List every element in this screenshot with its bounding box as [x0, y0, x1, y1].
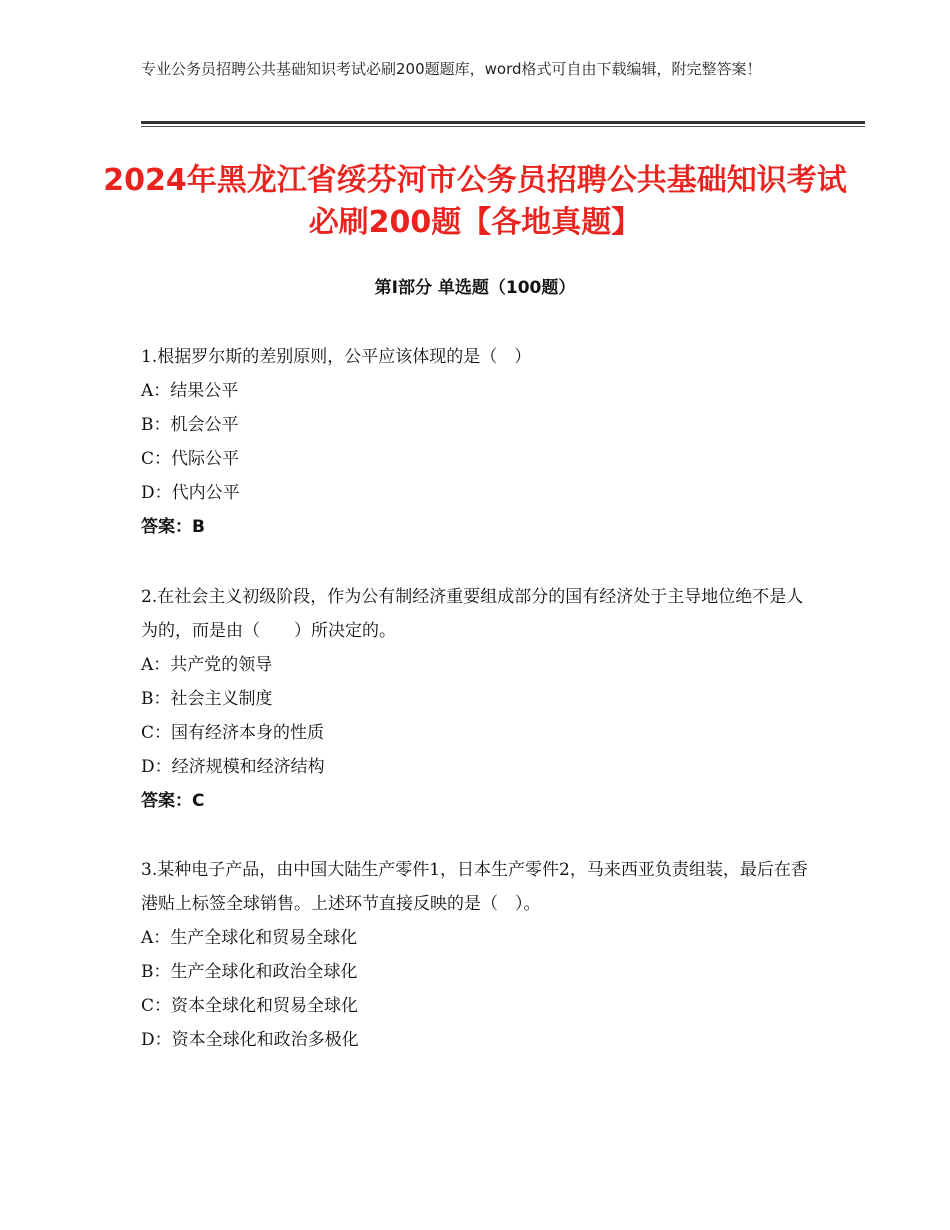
header-divider-thick	[141, 121, 865, 124]
answer: 答案：B	[141, 517, 205, 537]
document-title: 2024年黑龙江省绥芬河市公务员招聘公共基础知识考试必刷200题【各地真题】	[103, 163, 847, 240]
question-3	[141, 853, 809, 1057]
option-b: B：机会公平	[141, 415, 239, 435]
question-text: 3.某种电子产品，由中国大陆生产零件1，日本生产零件2，马来西亚负责组装，最后在香港贴上标签全球销售。上述环节直接反映的是（ ）。	[141, 860, 808, 914]
section-title: 第Ⅰ部分 单选题（100题）	[374, 278, 576, 298]
option-c: C：资本全球化和贸易全球化	[141, 996, 359, 1016]
question-text: 1.根据罗尔斯的差别原则，公平应该体现的是（ ）	[141, 347, 532, 367]
option-c: C：国有经济本身的性质	[141, 723, 325, 743]
answer: 答案：C	[141, 791, 205, 811]
question-2	[141, 580, 809, 818]
option-d: D：代内公平	[141, 483, 240, 503]
question-1	[141, 340, 809, 544]
header-note: 专业公务员招聘公共基础知识考试必刷200题题库，word格式可自由下载编辑，附完整答案！	[141, 60, 762, 78]
option-c: C：代际公平	[141, 449, 240, 469]
header-divider-thin	[141, 126, 865, 127]
option-a: A：生产全球化和贸易全球化	[141, 928, 358, 948]
option-b: B：生产全球化和政治全球化	[141, 962, 358, 982]
question-text: 2.在社会主义初级阶段，作为公有制经济重要组成部分的国有经济处于主导地位绝不是人为的，而是由（ ）所决定的。	[141, 587, 804, 641]
option-d: D：资本全球化和政治多极化	[141, 1030, 359, 1050]
option-a: A：结果公平	[141, 381, 239, 401]
option-a: A：共产党的领导	[141, 655, 273, 675]
option-d: D：经济规模和经济结构	[141, 757, 325, 777]
option-b: B：社会主义制度	[141, 689, 273, 709]
